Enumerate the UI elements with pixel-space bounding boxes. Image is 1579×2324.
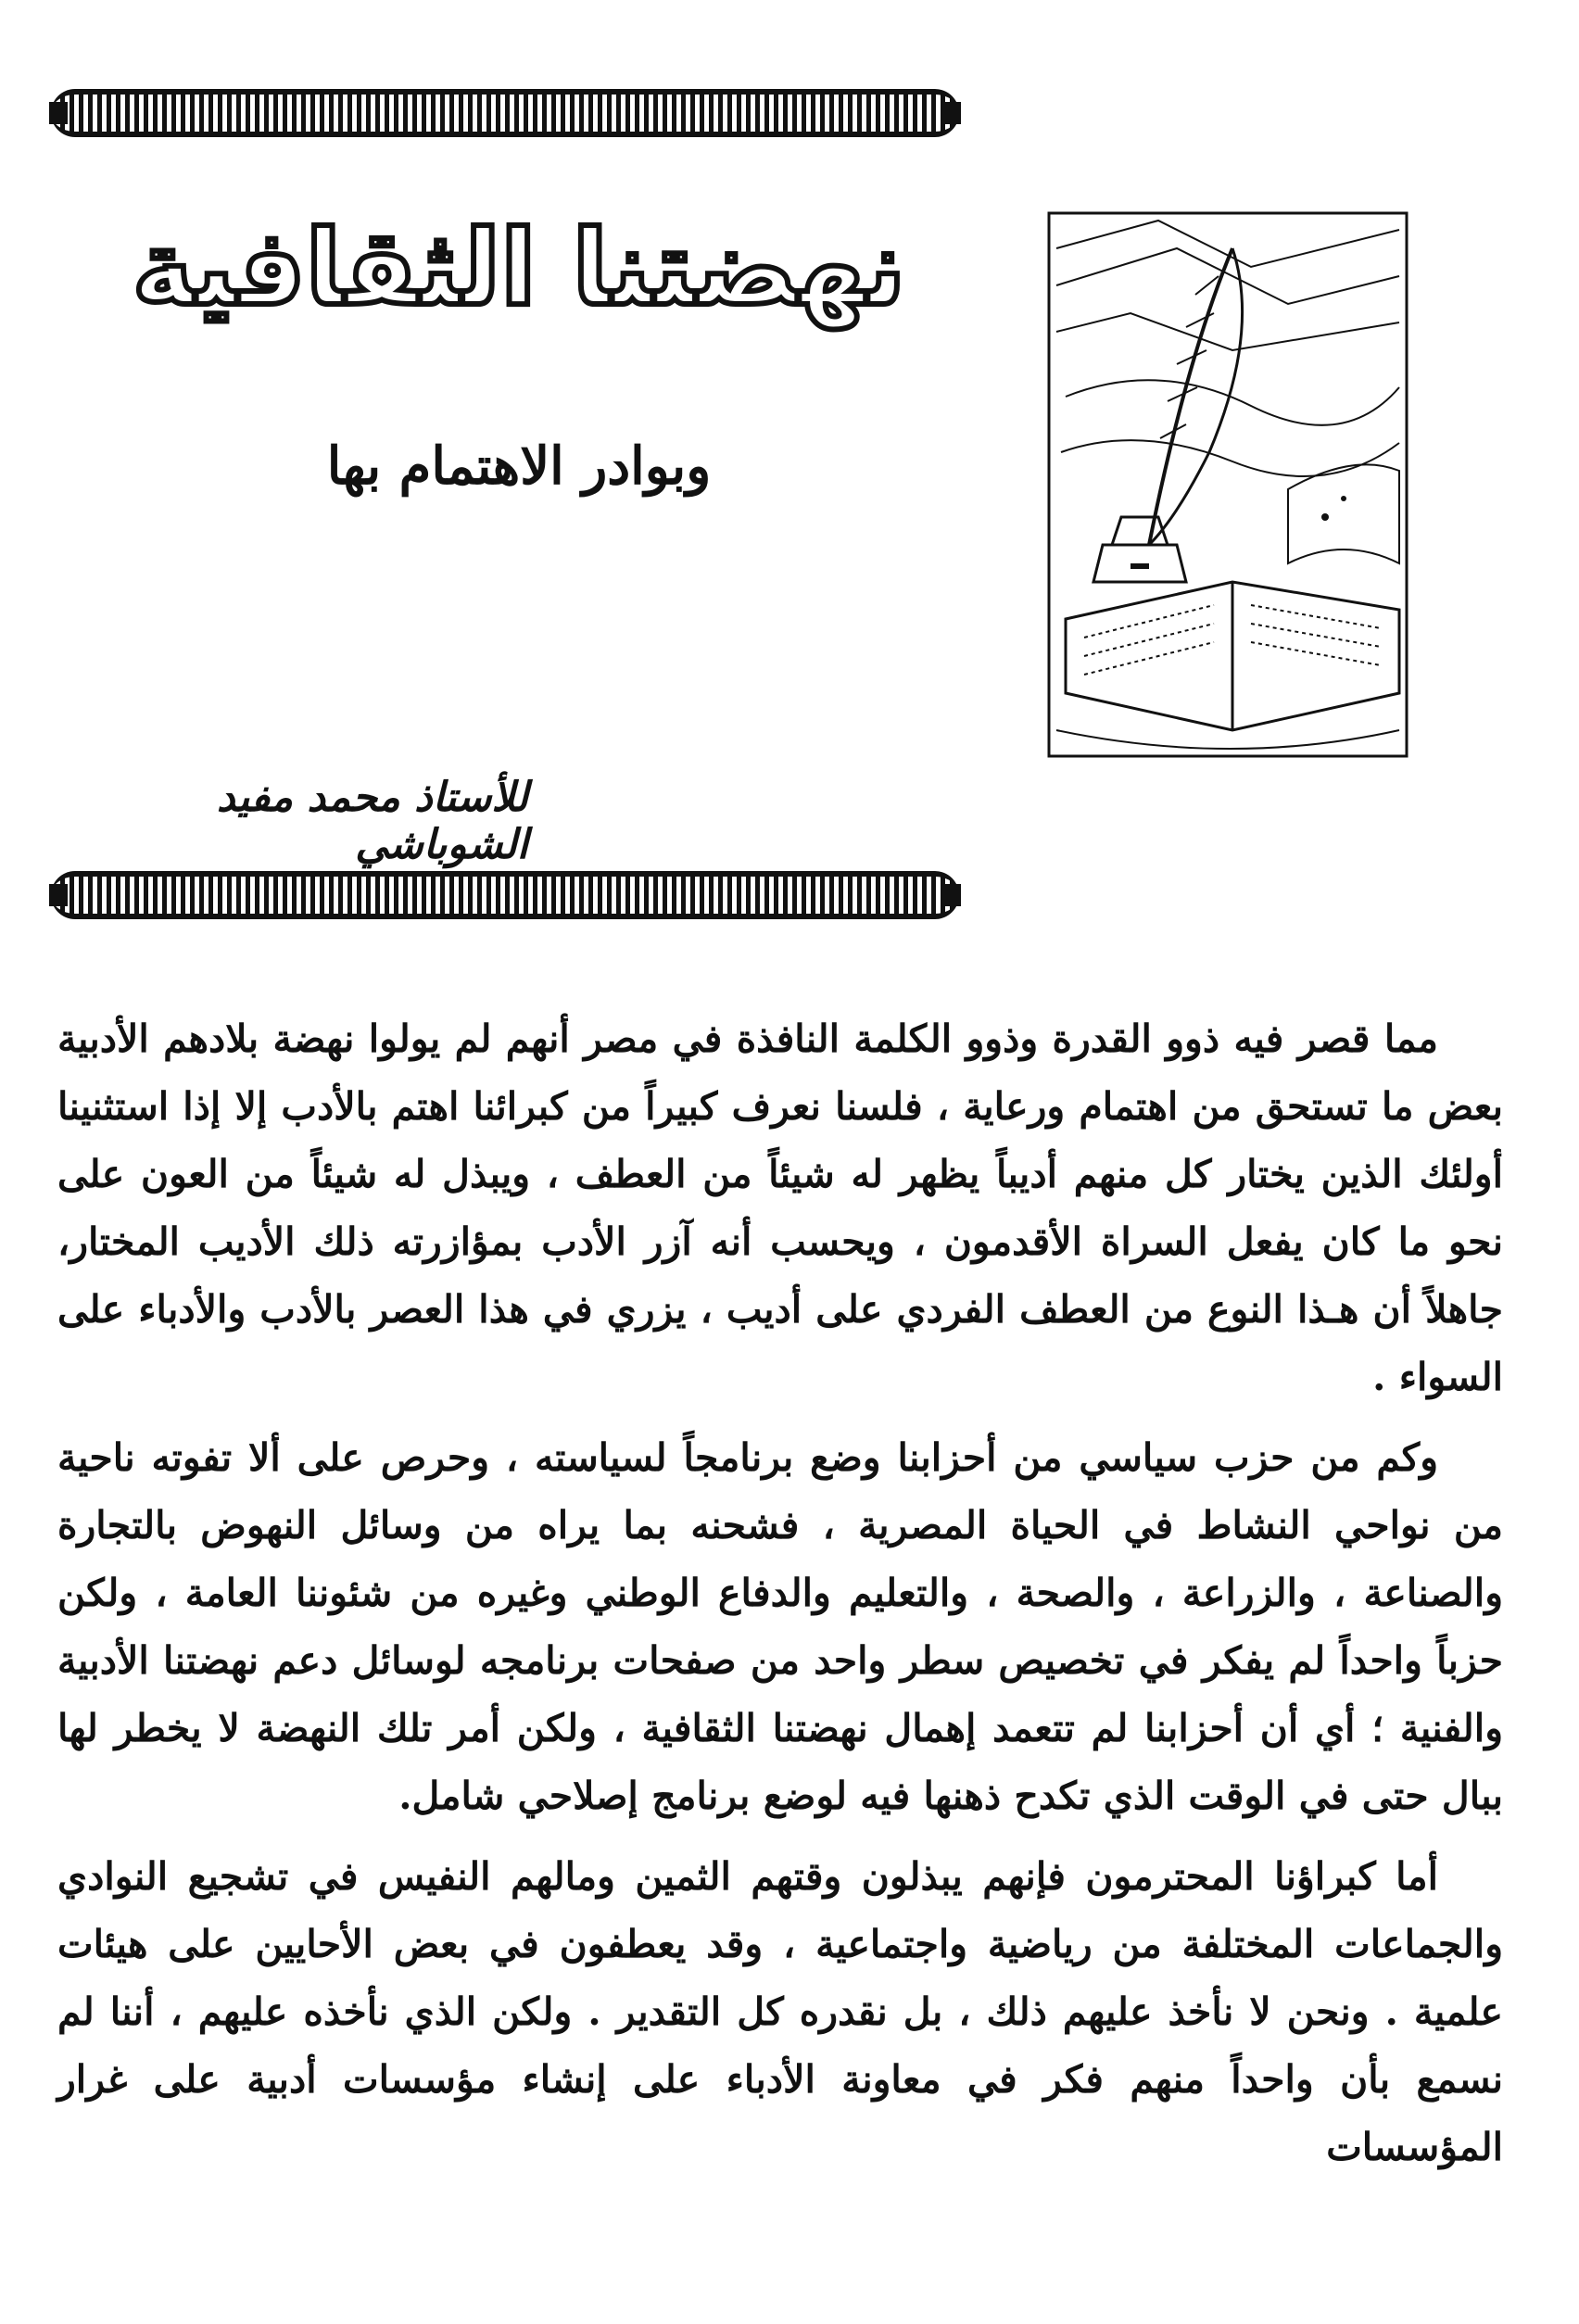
quill-and-book-illustration [1047,211,1408,758]
ornamental-border-top [51,89,959,137]
article-subtitle: وبوادر الاهتمام بها [326,436,712,497]
article-body [57,1005,1503,2194]
paragraph: أما كبراؤنا المحترمون فإنهم يبذلون وقتهم الثمين ومالهم النفيس في تشجيع النوادي والجماعات المختلفة من رياضية واجتماعية ، وقد يعطفون في بعض الأحايين على هيئات علمية . ونحن لا نأخذ عليهم ذلك ، بل نقدره كل التقدير . ولكن الذي نأخذه عليهم ، أننا لم نسمع بأن واحداً منهم فكر في معاونة الأدباء على إنشاء مؤسسات أدبية على غرار المؤسسات [57,1854,1503,2169]
article-author: للأستاذ محمد مفيد الشوباشي [216,774,528,868]
ornamental-border-bottom [51,871,959,919]
article-title: نهضتنا الثقافية [132,208,906,329]
paragraph: وكم من حزب سياسي من أحزابنا وضع برنامجاً لسياسته ، وحرص على ألا تفوته ناحية من نواحي النشاط في الحياة المصرية ، فشحنه بما يراه من وسائل النهوض بالتجارة والصناعة ، والزراعة ، والصحة ، والتعليم والدفاع الوطني وغيره من شئوننا العامة ، ولكن حزباً واحداً لم يفكر في تخصيص سطر واحد من صفحات برنامجه لوسائل دعم نهضتنا الأدبية والفنية ؛ أي أن أحزابنا لم تتعمد إهمال نهضتنا الثقافية ، ولكن أمر تلك النهضة لا يخطر لها ببال حتى في الوقت الذي تكدح ذهنها فيه لوضع برنامج إصلاحي شامل. [57,1435,1503,1818]
paragraph: مما قصر فيه ذوو القدرة وذوو الكلمة النافذة في مصر أنهم لم يولوا نهضة بلادهم الأدبية بعض ما تستحق من اهتمام ورعاية ، فلسنا نعرف كبيراً من كبرائنا اهتم بالأدب إلا إذا استثنينا أولئك الذين يختار كل منهم أديباً يظهر له شيئاً من العطف ، ويبذل له شيئاً من العون على نحو ما كان يفعل السراة الأقدمون ، ويحسب أنه آزر الأدب بمؤازرته ذلك الأديب المختار، جاهلاً أن هـذا النوع من العطف الفردي على أديب ، يزري في هذا العصر بالأدب والأدباء على السواء . [57,1017,1503,1399]
